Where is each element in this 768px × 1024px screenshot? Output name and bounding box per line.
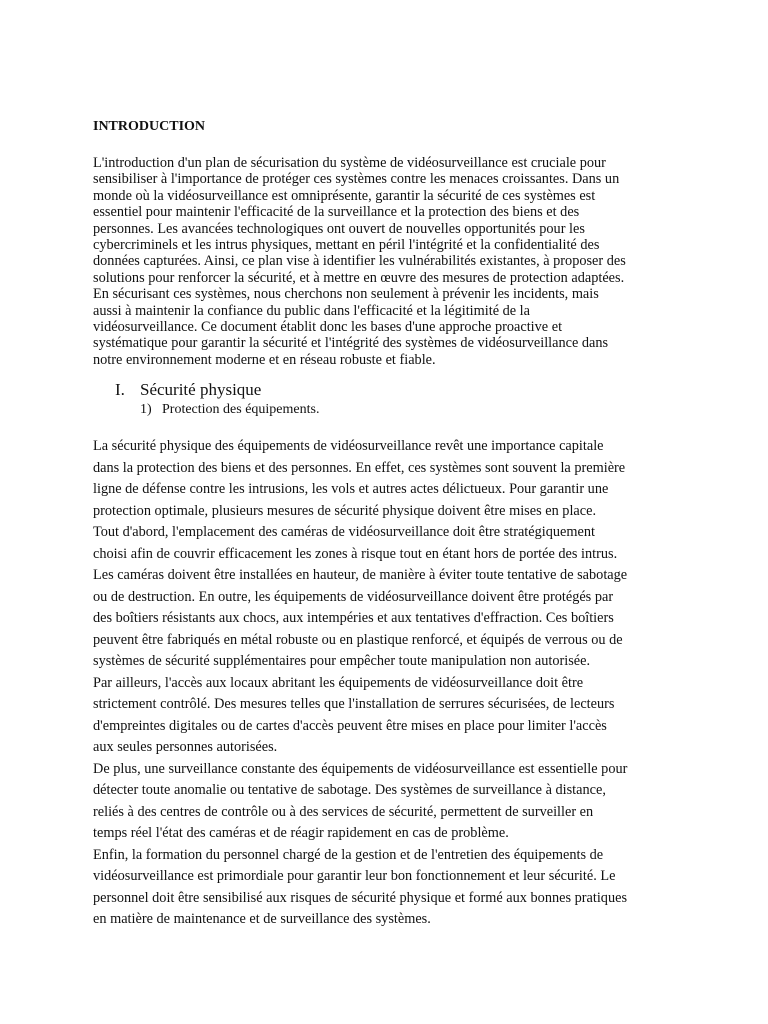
- section-line: strictement contrôlé. Des mesures telles que l'installation de serrures sécurisées, de lecteurs: [93, 696, 615, 713]
- section-line: en matière de maintenance et de surveillance des systèmes.: [93, 911, 431, 928]
- section-line: choisi afin de couvrir efficacement les zones à risque tout en étant hors de portée des intrus.: [93, 545, 618, 562]
- section-line: des boîtiers résistants aux chocs, aux intempéries et aux tentatives d'effraction. Ces boîtiers: [93, 610, 614, 627]
- section-line: d'empreintes digitales ou de cartes d'accès peuvent être mises en place pour limiter l'accès: [93, 717, 607, 734]
- section-line: Enfin, la formation du personnel chargé de la gestion et de l'entretien des équipements de: [93, 846, 604, 863]
- intro-line: essentiel pour maintenir l'efficacité de la surveillance et la protection des biens et des: [93, 204, 580, 221]
- intro-line: monde où la vidéosurveillance est omniprésente, garantir la sécurité de ces systèmes est: [93, 187, 596, 204]
- section-line: protection optimale, plusieurs mesures de sécurité physique doivent être mises en place.: [93, 502, 597, 519]
- intro-heading: INTRODUCTION: [93, 119, 206, 134]
- intro-line: aussi à maintenir la confiance du public dans l'efficacité et la légitimité de la: [93, 302, 531, 319]
- section-title: Sécurité physique: [140, 380, 262, 400]
- section-line: personnel doit être sensibilisé aux risques de sécurité physique et formé aux bonnes pratiques: [93, 889, 628, 906]
- section-heading: [93, 380, 683, 400]
- section-line: aux seules personnes autorisées.: [93, 739, 278, 756]
- section-line: La sécurité physique des équipements de vidéosurveillance revêt une importance capitale: [93, 438, 604, 455]
- intro-line: cybercriminels et les intrus physiques, mettant en péril l'intégrité et la confidentialité des: [93, 237, 600, 254]
- section-number: I.: [115, 380, 125, 400]
- intro-paragraph: [93, 155, 683, 368]
- intro-line: L'introduction d'un plan de sécurisation du système de vidéosurveillance est cruciale pour: [93, 155, 606, 171]
- intro-line: solutions pour renforcer la sécurité, et à mettre en œuvre des mesures de protection adaptées.: [93, 269, 625, 286]
- section-line: reliés à des centres de contrôle ou à des services de sécurité, permettent de surveiller en: [93, 803, 594, 820]
- intro-line: systématique pour garantir la sécurité et l'intégrité des systèmes de vidéosurveillance dans: [93, 335, 609, 352]
- intro-line: vidéosurveillance. Ce document établit donc les bases d'une approche proactive et: [93, 319, 563, 336]
- intro-line: notre environnement moderne et en réseau robuste et fiable.: [93, 351, 436, 368]
- section-line: De plus, une surveillance constante des équipements de vidéosurveillance est essentielle pour: [93, 760, 628, 777]
- section-line: Par ailleurs, l'accès aux locaux abritant les équipements de vidéosurveillance doit être: [93, 674, 584, 691]
- subsection-number: 1): [140, 402, 152, 418]
- subsection-heading: [93, 401, 683, 419]
- section-line: ligne de défense contre les intrusions, les vols et autres actes délictueux. Pour garantir une: [93, 481, 609, 498]
- section-line: Les caméras doivent être installées en hauteur, de manière à éviter toute tentative de sabotage: [93, 567, 628, 584]
- section-line: ou de destruction. En outre, les équipements de vidéosurveillance doivent être protégés par: [93, 588, 614, 605]
- section-line: peuvent être fabriqués en métal robuste ou en plastique renforcé, et équipés de verrous ou de: [93, 631, 623, 648]
- section-line: Tout d'abord, l'emplacement des caméras de vidéosurveillance doit être stratégiquement: [93, 524, 595, 541]
- section-line: systèmes de sécurité supplémentaires pour empêcher toute manipulation non autorisée.: [93, 653, 591, 670]
- intro-line: personnes. Les avancées technologiques ont ouvert de nouvelles opportunités pour les: [93, 220, 585, 237]
- section-line: temps réel l'état des caméras et de réagir rapidement en cas de problème.: [93, 825, 509, 842]
- subsection-title: Protection des équipements.: [162, 402, 320, 418]
- section-line: vidéosurveillance est primordiale pour garantir leur bon fonctionnement et leur sécurité. Le: [93, 868, 616, 885]
- section-line: détecter toute anomalie ou tentative de sabotage. Des systèmes de surveillance à distance,: [93, 782, 606, 799]
- intro-line: sensibiliser à l'importance de protéger ces systèmes contre les menaces croissantes. Dans un: [93, 171, 620, 188]
- section-paragraph: [93, 436, 683, 931]
- document-page: [93, 118, 683, 931]
- section-line: dans la protection des biens et des personnes. En effet, ces systèmes sont souvent la première: [93, 459, 626, 476]
- intro-line: En sécurisant ces systèmes, nous cherchons non seulement à prévenir les incidents, mais: [93, 286, 599, 303]
- intro-line: données capturées. Ainsi, ce plan vise à identifier les vulnérabilités existantes, à proposer des: [93, 253, 626, 270]
